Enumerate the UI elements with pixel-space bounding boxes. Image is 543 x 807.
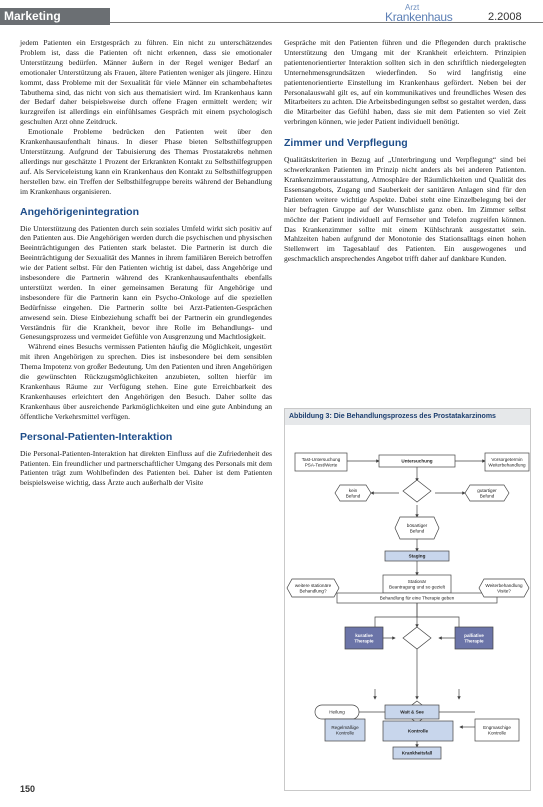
flow-node-vorsorge	[485, 453, 529, 471]
flow-node-label: Regelmäßige	[331, 724, 359, 730]
flow-node-label: Therapie	[464, 638, 484, 644]
paragraph: Qualitätskriterien in Bezug auf „Unterbringung und Verpflegung“ sind bei schwerkranken Patienten im Prinzip nicht anders als bei anderen Patienten. Krankenzimmerausstattung, Atmosphäre der Räumlichkeiten und Qualität des Essensangebots, Zugang und Sauberkeit der sanitären Anlagen sind für den Patienten weitere wichtige Aspekte. Dabei steht eine Einzelbelegung bei der hier befragten Gruppe auf der Wunschliste ganz oben. Im Zimmer selbst möchte der Patient individuell auf Fernseher und Telefon zugreifen können. Das Krankenzimmer sollte mit einem Kühlschrank ausgestattet sein. Mahlzeiten haben aufgrund der Monotonie des Stationsalltags einen hohen Stellenwert im Tagesablauf des Patienten. Ein ausgewogenes und geschmacklich ansprechendes Angebot trifft daher auf dankbare Kunden.	[284, 155, 526, 264]
flow-node-heilung	[315, 705, 359, 719]
page-number: 150	[20, 784, 36, 794]
flow-node-label: Behandlung für eine Therapie geben	[379, 595, 455, 601]
flow-node-palliative	[455, 627, 493, 649]
paragraph: jedem Patienten ein Erstgespräch zu führen. Ein nicht zu unterschätzendes Problem ist, dass die Patienten oft nicht erkennen, dass sie emotionaler Unterstützung bedürfen. Männer äußern in der Regel weniger Bedarf an emotionaler Unterstützung als Frauen, ältere Patienten weniger als jüngere. Hinzu kommt, dass Probleme mit der Sexualität für viele Männer ein schambehaftetes Tabuthema sind, das nicht von sich aus thematisiert wird. Im Krankenhaus kann der Bedarf daher beispielsweise durch offene Fragen ermittelt werden; wir kurzgreifen ist allerdings ein einfühlsames Gespräch mit einem psychologisch geschulten Arzt ohne Zeitdruck.	[20, 38, 272, 127]
section-heading: Zimmer und Verpflegung	[284, 137, 408, 150]
flow-node-engmaschige	[475, 719, 519, 741]
flow-node-label: kurative	[355, 632, 373, 638]
paragraph: Während eines Besuchs vermissen Patienten häufig die Möglichkeit, ungestört mit ihren Angehörigen zu sprechen. Dies ist insbesondere bei dem sensiblen Thema Impotenz von großer Bedeutung. Um den Patienten und ihren Angehörigen die gewünschten Rückzugsmöglichkeiten anzubieten, sollten hierfür im Krankenhaus Räume zur Verfügung stehen. Eine gute Erreichbarkeit des Krankenhauses erleichtert den Angehörigen den Besuch. Daher sollte das Krankenhaus über ausreichende Parkmöglichkeiten und eine gute Anbindung an öffentliche Verkehrsmittel verfügen.	[20, 342, 272, 421]
flow-node-label: Behandlung?	[299, 588, 327, 594]
flow-node-tast	[295, 453, 347, 471]
flow-node-label: Engmaschige	[483, 724, 511, 730]
flow-node-label: Weiterbehandlung	[485, 582, 523, 588]
paragraph: Gespräche mit den Patienten führen und die Pflegenden durch praktische Unterstützung den Umgang mit der Krankheit erleichtern. Prinzipien patientenorientierter Interaktion sollten sich in den schriftlich niedergelegten Unternehmensgrundsätzen wiederfinden. So wird langfristig eine patientenorientierte Einstellung im Krankenhaus gefördert. Neben bei der Personalauswahl gilt es, auf ein kommunikatives und freundliches Wesen des Mitarbeiters zu achten. Die Arbeitsbedingungen selbst so gestaltet werden, dass die Mitarbeiter das Gefühl haben, dass sie mit dem Patienten so viel Zeit verbringen können, wie jeder Patient individuell benötigt.	[284, 38, 526, 127]
flow-node-label: Befund	[409, 528, 425, 534]
flow-node-label: Kontrolle	[407, 728, 429, 734]
flow-node-label: Tast-Untersuchung	[301, 456, 341, 462]
flow-node-label: gutartiger	[477, 487, 497, 493]
flow-node-kontrolle	[383, 721, 453, 741]
figure-caption	[285, 409, 530, 425]
section-heading: Personal-Patienten-Interaktion	[20, 430, 173, 443]
flow-node-weitere-stationaere	[287, 579, 339, 597]
flow-node-label: Heilung	[329, 709, 345, 715]
diamond-decision	[403, 627, 431, 649]
paragraph: Die Unterstützung des Patienten durch sein soziales Umfeld wirkt sich positiv auf den Patienten aus. Die Angehörigen werden durch die psychischen und physischen Beeinträchtigungen des Patienten stark belastet. Die Partnerin ist durch die Beeinträchtigung der Sexualität des Mannes in ihrem familiären Bereich betroffen wie der Patient selbst. Für den Patienten wichtig ist dabei, dass Angehörige und insbesondere die Partnerin während des Krankenhausaufenthalts ebenfalls unterstützt werden. In einer gemeinsamen Beratung für Angehörige und insbesondere für die Partnerin kann ein Psycho-Onkologe auf die speziellen Bedürfnisse eingehen. Die Partnerin sollte bei Arzt-Patienten-Gesprächen anwesend sein. Diese Einbeziehung schafft bei der Partnerin ein grundlegendes Verständnis für die Krankheit, bevor ihre Rolle im Behandlungs- und Genesungsprozess und vermeidet Gefühle von Ausgrenzung und Machtlosigkeit.	[20, 223, 272, 342]
section-title: Marketing	[4, 9, 61, 23]
flow-node-label: Vorsorgetermin	[491, 456, 523, 462]
flow-node-kein-befund	[335, 485, 371, 501]
flow-node-stationaer	[383, 575, 451, 593]
flow-node-kurative	[345, 627, 383, 649]
flow-node-label: palliative	[464, 632, 484, 638]
page-header	[0, 0, 543, 30]
flow-node-untersuchung	[379, 455, 455, 467]
flow-node-gutartiger	[465, 485, 509, 501]
flow-node-label: Staging	[408, 553, 426, 559]
flow-node-weiterbehandlung	[479, 579, 529, 597]
flow-node-wait-see	[385, 705, 439, 719]
flow-node-label: Wait & See	[400, 709, 424, 715]
flow-node-label: Weiterbehandlung	[488, 462, 526, 468]
flow-node-behandlung-vor	[337, 593, 497, 603]
figure-box	[284, 408, 531, 791]
flow-node-label: Stationär	[407, 578, 427, 584]
flow-node-label: Untersuchung	[401, 458, 433, 464]
header-rule	[110, 22, 543, 23]
flow-node-label: Krankheitsfall	[401, 750, 433, 756]
figure-title: Die Behandlungsprozess des Prostatakarzinoms	[333, 413, 496, 420]
flow-node-boesartiger	[395, 517, 439, 539]
flow-node-label: Kontrolle	[487, 730, 507, 736]
diamond-decision	[403, 480, 431, 502]
flow-node-label: Kontrolle	[335, 730, 355, 736]
flow-node-regelmaessige	[325, 719, 365, 741]
flow-node-label: kein	[348, 487, 358, 493]
flow-node-krankheit	[393, 747, 441, 759]
paragraph: Emotionale Probleme bedrücken den Patienten weit über den Krankenhausaufenthalt hinaus. In dieser Phase bieten Selbsthilfegruppen Unterstützung. Aufgrund der Tabuisierung des Themas Prostatakrebs nehmen allerdings nur geschätzte 1 Prozent der Erkrankten Kontakt zu Selbsthilfegruppen auf. Als Serviceleistung kann ein Krankenhaus den Kontakt zu Selbsthilfegruppen herstellen bzw. ein Treffen der Selbsthilfegruppe bereits während der Behandlung im Krankenhaus organisieren.	[20, 127, 272, 196]
flow-node-staging	[385, 551, 449, 561]
flow-node-label: Therapie	[354, 638, 374, 644]
flow-node-label: weitere stationäre	[294, 582, 332, 588]
right-column	[284, 38, 526, 264]
figure-label: Abbildung 3:	[289, 413, 332, 420]
section-heading: Angehörigenintegration	[20, 205, 139, 218]
flow-node-label: Befund	[345, 493, 361, 499]
paragraph: Die Personal-Patienten-Interaktion hat direkten Einfluss auf die Zufriedenheit des Patienten. Ein freundlicher und partnerschaftlicher Umgang des Personals mit dem Patienten trägt zum Wohlbefinden des Patienten bei. Daher ist dem Patienten beispielsweise wichtig, dass Ärzte auch außerhalb der Visite	[20, 448, 272, 488]
journal-logo: Krankenhaus	[385, 10, 453, 24]
flow-node-label: Beantragung und so gezielt	[389, 584, 445, 590]
issue-number: 2.2008	[488, 11, 522, 23]
flow-node-label: Visite?	[497, 588, 511, 594]
flowchart	[285, 427, 530, 790]
flow-node-label: Befund	[479, 493, 495, 499]
left-column	[20, 38, 272, 488]
journal-logo-small: Arzt	[405, 3, 420, 12]
flow-node-label: PSA-Test/Werte	[304, 462, 338, 468]
flow-node-label: bösartiger	[406, 522, 428, 528]
